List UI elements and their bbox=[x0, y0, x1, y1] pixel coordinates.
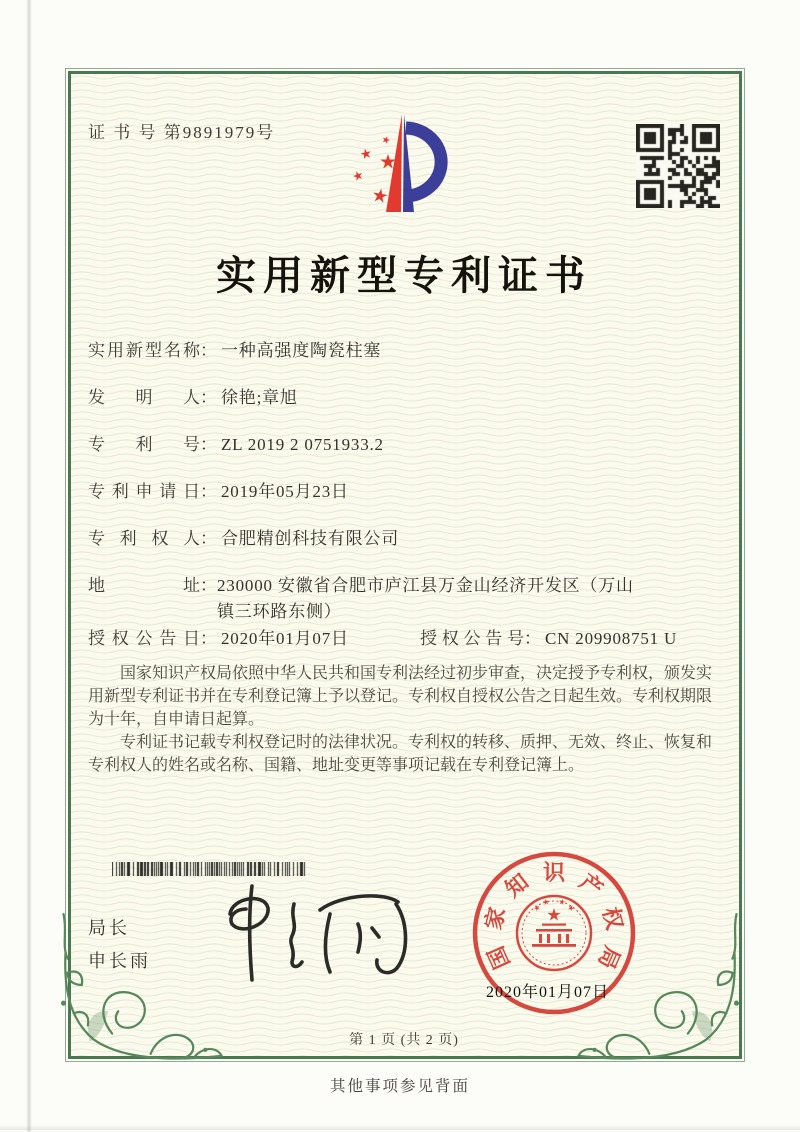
seal-date: 2020年01月07日 bbox=[486, 984, 610, 1001]
field-value: CN 209908751 U bbox=[545, 629, 678, 648]
colon: ： bbox=[200, 576, 217, 595]
colon: ： bbox=[524, 629, 541, 648]
field-label: 实用新型名称 bbox=[88, 341, 200, 360]
field-label: 专利权人 bbox=[88, 529, 200, 548]
seal-char: 识 bbox=[542, 860, 566, 885]
signer-title: 局长 bbox=[88, 918, 130, 938]
barcode bbox=[112, 862, 306, 876]
seal-char: 家 bbox=[480, 904, 511, 933]
field-value: ZL 2019 2 0751933.2 bbox=[221, 435, 384, 454]
body-paragraph-1: 国家知识产权局依照中华人民共和国专利法经过初步审查，决定授予专利权，颁发实用新型专利证书并在专利登记簿上予以登记。专利权自授权公告之日起生效。专利权期限为十年，自申请日起算。 bbox=[88, 665, 713, 728]
field-value: 合肥精创科技有限公司 bbox=[221, 529, 399, 548]
colon: ： bbox=[200, 388, 217, 407]
field-row-grant bbox=[88, 626, 718, 652]
field-row-patent-no bbox=[88, 432, 718, 458]
colon: ： bbox=[200, 341, 217, 360]
field-row-address bbox=[88, 573, 718, 625]
page-number: 第 1 页 (共 2 页) bbox=[349, 1033, 459, 1048]
field-label: 专利申请日 bbox=[88, 482, 200, 501]
field-value: 2020年01月07日 bbox=[221, 629, 349, 648]
certificate-number: 证 书 号 第9891979号 bbox=[88, 123, 276, 142]
colon: ： bbox=[200, 435, 217, 454]
field-row-name bbox=[88, 338, 718, 364]
field-value: 徐艳;章旭 bbox=[221, 388, 298, 407]
field-label: 发明人 bbox=[88, 388, 200, 407]
colon: ： bbox=[200, 529, 217, 548]
field-label: 专利号 bbox=[88, 435, 200, 454]
field-value: 230000 安徽省合肥市庐江县万金山经济开发区（万山镇三环路东侧） bbox=[217, 576, 634, 621]
field-value: 一种高强度陶瓷柱塞 bbox=[221, 341, 382, 360]
colon: ： bbox=[200, 629, 217, 648]
field-row-inventor bbox=[88, 385, 718, 411]
seal-char: 知 bbox=[500, 868, 534, 902]
signer-name: 申长雨 bbox=[88, 951, 151, 971]
seal-char: 国 bbox=[482, 942, 515, 973]
field-label: 地址 bbox=[88, 576, 200, 595]
field-label: 授权公告日 bbox=[88, 629, 200, 648]
field-row-filing-date bbox=[88, 479, 718, 505]
seal-char: 权 bbox=[597, 904, 628, 933]
scan-shadow-bottom bbox=[0, 1125, 800, 1130]
legal-text-block bbox=[88, 662, 714, 777]
field-label: 授权公告号 bbox=[420, 629, 524, 648]
back-side-note: 其他事项参见背面 bbox=[329, 1078, 470, 1095]
field-value: 2019年05月23日 bbox=[221, 482, 349, 501]
field-pair-grant-no bbox=[420, 626, 677, 652]
national-emblem-icon bbox=[517, 896, 591, 970]
seal-char: 局 bbox=[593, 942, 626, 973]
body-paragraph-2: 专利证书记载专利权登记时的法律状况。专利权的转移、质押、无效、终止、恢复和专利权人的姓名或名称、国籍、地址变更等事项记载在专利登记簿上。 bbox=[88, 734, 713, 774]
field-row-patentee bbox=[88, 526, 718, 552]
certificate-title: 实用新型专利证书 bbox=[216, 253, 592, 298]
seal-char: 产 bbox=[574, 868, 608, 902]
scan-shadow-left bbox=[26, 0, 32, 1132]
colon: ： bbox=[200, 482, 217, 501]
cnipa-logo-icon bbox=[336, 106, 472, 226]
signature-handwriting bbox=[212, 878, 427, 988]
qr-code bbox=[636, 124, 720, 208]
